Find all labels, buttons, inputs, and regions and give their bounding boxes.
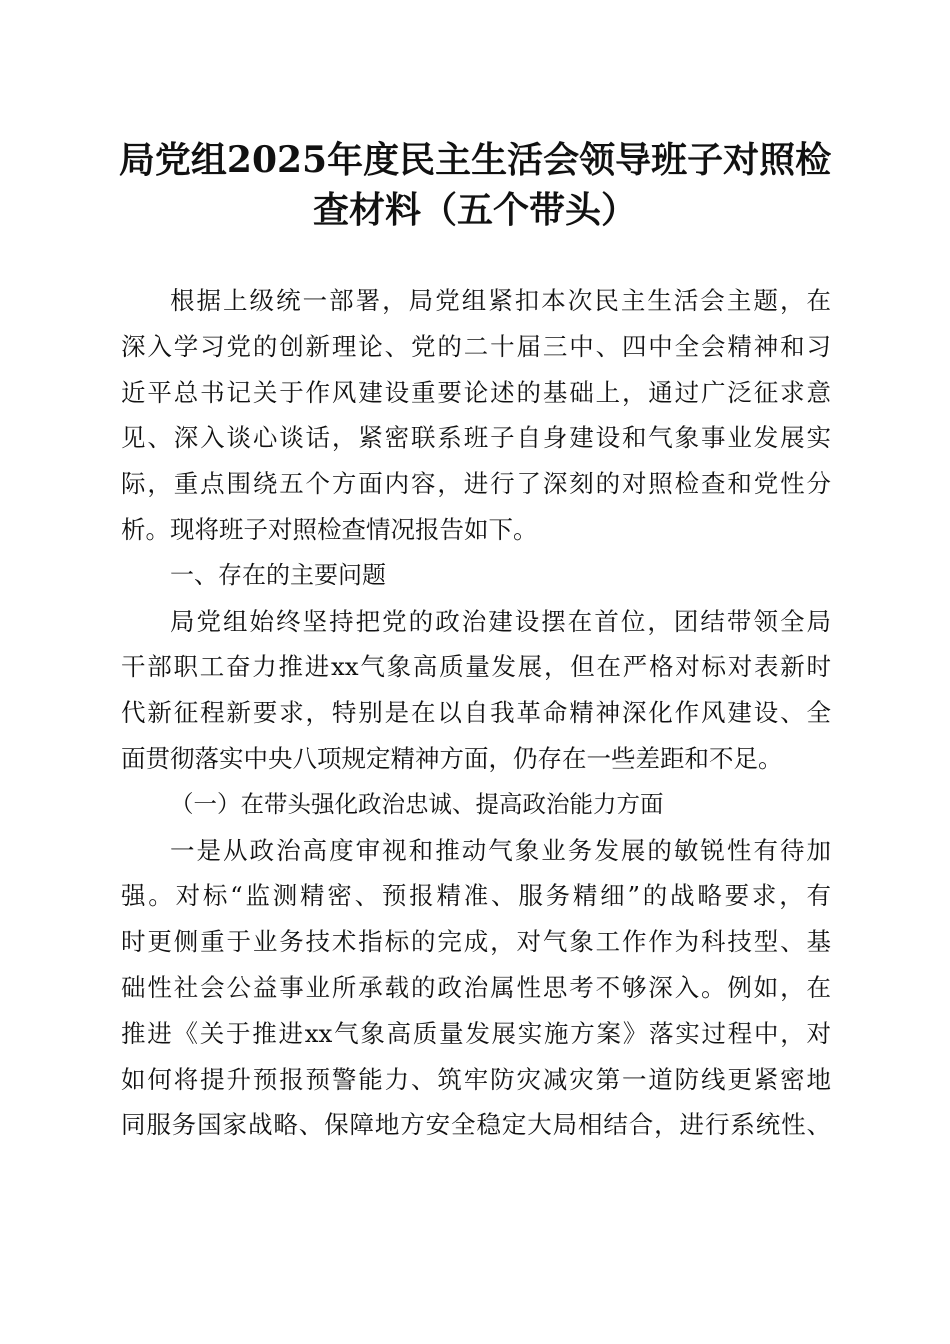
- document-title: [110, 135, 840, 235]
- paragraph-line: 根据上级统一部署，局党组紧扣本次民主生活会主题，在: [170, 286, 831, 315]
- paragraph-line: 际，重点围绕五个方面内容，进行了深刻的对照检查和党性分: [121, 469, 831, 499]
- paragraph-line: 面贯彻落实中央八项规定精神方面，仍存在一些差距和不足。: [121, 743, 783, 773]
- paragraph-line: 一是从政治高度审视和推动气象业务发展的敏锐性有待加: [170, 835, 831, 865]
- paragraph-line: 如何将提升预报预警能力、筑牢防灾减灾第一道防线更紧密地: [121, 1064, 831, 1094]
- paragraph-line: 局党组始终坚持把党的政治建设摆在首位，团结带领全局: [170, 606, 831, 636]
- paragraph-line: 同服务国家战略、保障地方安全稳定大局相结合，进行系统性、: [121, 1110, 831, 1140]
- paragraph-line: 强。对标“监测精密、预报精准、服务精细”的战略要求，有: [121, 881, 831, 911]
- paragraph-line: 代新征程新要求，特别是在以自我革命精神深化作风建设、全: [121, 698, 831, 728]
- paragraph-line: 析。现将班子对照检查情况报告如下。: [121, 514, 538, 544]
- paragraph-line: 推进《关于推进xx气象高质量发展实施方案》落实过程中，对: [121, 1018, 831, 1048]
- paragraph-line: 干部职工奋力推进xx气象高质量发展，但在严格对标对表新时: [121, 652, 831, 682]
- title-line-1: 局党组2025年度民主生活会领导班子对照检: [118, 139, 832, 181]
- paragraph-line: 时更侧重于业务技术指标的完成，对气象工作作为科技型、基: [121, 927, 831, 957]
- paragraph-line: 近平总书记关于作风建设重要论述的基础上，通过广泛征求意: [121, 377, 831, 407]
- paragraph-line: 础性社会公益事业所承载的政治属性思考不够深入。例如，在: [121, 972, 831, 1002]
- title-line-2: 查材料（五个带头）: [312, 189, 637, 231]
- paragraph-line: 深入学习党的创新理论、党的二十届三中、四中全会精神和习: [121, 331, 831, 361]
- subsection-heading: （一）在带头强化政治忠诚、提高政治能力方面: [170, 789, 664, 818]
- paragraph-line: 见、深入谈心谈话，紧密联系班子自身建设和气象事业发展实: [121, 423, 831, 453]
- section-heading: 一、存在的主要问题: [170, 560, 386, 589]
- document-body: [121, 278, 831, 1148]
